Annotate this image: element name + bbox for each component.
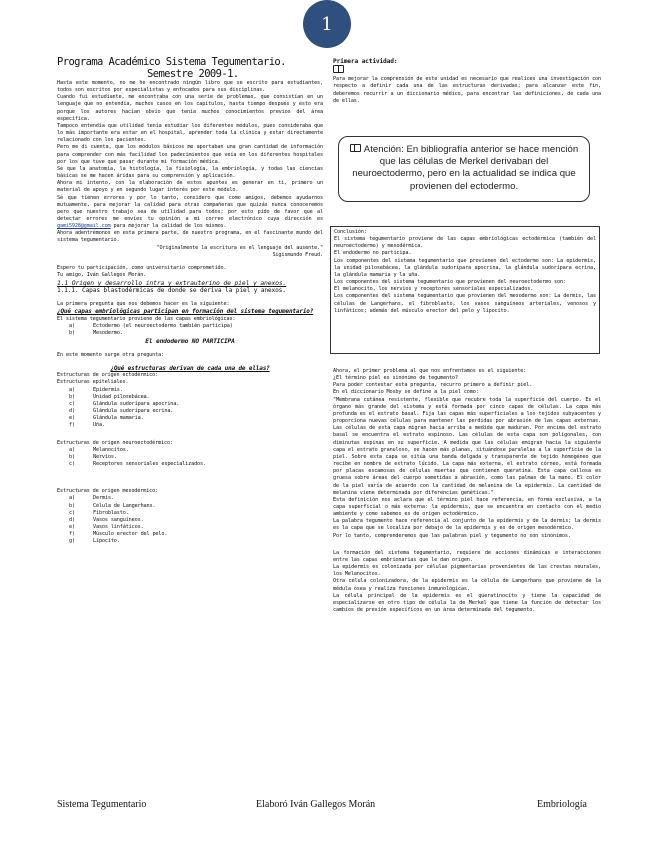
list-marker: c)	[69, 400, 75, 407]
list-text: Vasos sanguíneos.	[93, 516, 144, 523]
conclusion-line: Los componentes del sistema tegumentario que provienen del ectodermo son: La epidermis, la unidad pilosebácea, la glándula sudorípara apocrina, la glándula sudorípara ecrina, la glándula mamaria y la uña.	[334, 257, 596, 278]
list-marker: g)	[69, 538, 75, 545]
list-text: Músculo erector del pelo.	[93, 531, 168, 538]
body-line: Para poder contestar esta pregunta, recurro primero a definir piel.	[333, 382, 533, 389]
footer-center: Elaboró Iván Gallegos Morán	[256, 799, 376, 810]
conclusion-line: El melanocito, los nervios y receptores sensoriales especializados.	[334, 286, 534, 293]
intro-paragraph: Ahora adentrémonos en esta primera parte, de nuestro programa, en el fascinante mundo del sistema tegumentario.	[57, 230, 323, 244]
footer-right: Embriología	[537, 799, 587, 810]
body-paragraph: La palabra tegumento hace referencia al conjunto de la epidermis y de la dermis; la dermis es la capa que se localiza por debajo de la epidermis y es de origen mesodérmico.	[333, 518, 601, 532]
list-item	[57, 447, 323, 454]
document-title: Programa Académico Sistema Tegumentario.	[57, 56, 286, 68]
activity-section	[333, 58, 601, 105]
intro-paragraph: Tampoco entendía que utilidad tenía estudiar los diferentes módulos, pues consideraba que lo más importante era estar en el hospital, aprender toda la clínica y estar directamente relacionado con los pacientes.	[57, 122, 323, 144]
list-marker: b)	[69, 453, 75, 460]
first-question: ¿Qué capas embriológicas participan en formación del sistema tegumentario?	[57, 308, 314, 316]
ecto-subtitle: Estructuras epiteliales.	[57, 379, 129, 386]
meso-list	[57, 495, 323, 545]
quote-text: "Originalmente la escritura es el lenguaje del ausente."	[156, 244, 323, 251]
body-paragraph: Esta definición nos aclara que el término piel hace referencia, en forma exclusiva, a la capa superficial o más externa: la epidermis, que se encuentra en contacto con el medio ambiente y como sabemos es de origen ectodérmico.	[333, 496, 601, 518]
list-marker: d)	[69, 516, 75, 523]
list-item	[57, 394, 323, 401]
ecto-title: Estructuras de origen ectodérmico:	[57, 372, 159, 379]
list-marker: b)	[69, 329, 75, 336]
list-text: Receptores sensoriales especializados.	[93, 461, 206, 468]
email-link[interactable]: gami5928@gmail.com	[57, 223, 111, 230]
list-marker: c)	[69, 509, 75, 516]
book-icon	[333, 65, 344, 73]
second-intro: En este momento surge otra pregunta:	[57, 352, 165, 358]
attention-callout	[338, 136, 590, 202]
list-text: Melanocitos.	[93, 446, 129, 453]
list-text: Glándula sudorípara ecrina.	[93, 408, 174, 415]
body-line: ¿El término piel es sinónimo de tegumento?	[333, 375, 458, 382]
meso-title: Estructuras de origen mesodérmico:	[57, 488, 159, 495]
list-item	[57, 461, 323, 468]
conclusion-line: Los componentes del sistema tegumentario que provienen del mesodermo son: La dermis, las células de Langerhans, el fibroblasto, los vasos sanguíneos arteriales, venosos y linfáticos; además del músculo erector del pelo y lipocito.	[334, 293, 596, 314]
list-text: Nervios.	[93, 453, 117, 460]
list-item	[57, 510, 323, 517]
list-text: Dermis.	[93, 495, 114, 502]
intro-paragraph: Sé que la anatomía, la histología, la fisiología, la embriología, y todas las ciencias básicas se me hacen áridas para su comprensión y aplicación.	[57, 165, 323, 180]
list-marker: e)	[69, 415, 75, 422]
intro-paragraph: Ahora mi intento, con la elaboración de estos apuntes es generar en ti, primero un material de apoyo y en segundo lugar interés por este módulo.	[57, 180, 323, 194]
list-text: Mesodermo.	[93, 329, 123, 336]
list-text: Uña.	[93, 422, 105, 429]
conclusion-line: El endodermo no participa.	[334, 250, 412, 257]
activity-text: Para mejorar la comprensión de este unidad es necesario que realices una investigación con respecto a definir cada una de las estructuras derivadas; para alcanzar este fin, deberemos recurrir a un diccionario médico, para encontrar las definiciones, de cada una de ellas.	[333, 76, 601, 104]
body-paragraph: La epidermis es colonizada por células pigmentarias provenientes de las crestas neurales, los Melanocitos.	[333, 564, 601, 578]
list-marker: d)	[69, 408, 75, 415]
neuro-list	[57, 447, 323, 468]
list-item	[57, 422, 323, 429]
intro-paragraph: Hasta este momento, no me he encontrado ningún libro que se escrito para estudiantes, todos son escritos por especialistas y enfocados para sus disciplinas.	[57, 80, 323, 94]
mosby-definition: "Membrana cutánea resistente, flexible que recubre toda la superficie del cuerpo. Es el órgano más grande del sistema y está formada por cinco capas de células. La capa más profunda es el estrato basal. Fija las capas más superficiales a los tejidos subyacentes y proporciona nuevas células para mantener las perdidas por abrasión de las capas externas. Las células de esta capa migran hacia arriba a medida que maduran. Por encima del estrato basal se encuentra el estrato espinoso. Las células de esta capa son poligonales, con diminutas espinas en su superficie. A medida que las células emigran hacia la siguiente capa el estrato granuloso, se hacen más planas, situándose paralelas a la superficie de la piel. Sobre esta capa se sitúa una banda delgada y transparente de tejido homogéneo que recibe en nombre de estrato lúcido. La capa más externa, el estrato córneo, está formada por placas escamosas de células muertas que contienen queratina. Esta capa callosa es gruesa sobre áreas del cuerpo sometidas a abrasión, como las palmas de la mano. El color de la piel varía de acuerdo con la cantidad de melanina de la epidermis. La cantidad de melanina viene determinada por diferencias genéticas."	[333, 396, 601, 496]
list-item	[57, 387, 323, 394]
list-item	[57, 454, 323, 461]
conclusion-line: Los componentes del sistema tegumentario que provienen del neuroectodermo son:	[334, 279, 566, 286]
left-column	[57, 56, 323, 545]
body-paragraph: La célula principal de la epidermis es el queratinocito y tiene la capacidad de especializarse en otro tipo de célula la de Merkel que tiene la función de detectar los cambios de presión específicos en un área determinada del tegumento.	[333, 592, 601, 613]
attention-text: Atención: En bibliografía anterior se hace mención que las células de Merkel derivaban del neuroectodermo, pero en la actualidad se indica que provienen del ectodermo.	[352, 144, 579, 192]
footer-left: Sistema Tegumentario	[57, 799, 147, 810]
list-text: Ectodermo (el neuroectodermo también participa)	[93, 322, 233, 329]
conclusion-box	[330, 226, 600, 354]
list-text: Vasos linfáticos.	[93, 523, 144, 530]
ecto-list	[57, 387, 323, 430]
list-marker: a)	[69, 446, 75, 453]
neuro-title: Estructuras de origen neuroectodérmico:	[57, 439, 173, 446]
contact-text: Sé que tienen errores y por lo tanto, considero que como amigos, debemos ayudarnos mutuamente, para mejorar la calidad para otras compañeras que quizás nunca conoceremos pero que nuestro trabajo sea de utilidad para todos; por esto pido de favor que al detectar errores me envíes tu opinión a mi correo electrónico cuya dirección es	[57, 194, 323, 222]
body-line: En el diccionario Mosby se define a la piel como:	[333, 389, 479, 396]
layers-list	[57, 323, 323, 337]
quote-author: Sigismundo Freud.	[272, 251, 323, 258]
page-number-badge	[303, 0, 351, 48]
participation-line: Espero tu participación, como universitario comprometido.	[57, 264, 227, 271]
list-marker: c)	[69, 461, 75, 468]
page-number: 1	[321, 13, 333, 35]
list-text: Célula de Langerhans.	[93, 502, 156, 509]
body-paragraph: La formación del sistema tegumentario, requiere de acciones dinámicas e interacciones entre las capas embrionarias que le dan origen.	[333, 549, 601, 563]
list-item	[57, 495, 323, 502]
conclusion-line: El sistema tegumentario proviene de las capas embriológicas ectodérmica (también del neuroectodermo) y mesodérmica.	[334, 236, 596, 250]
list-item	[57, 531, 323, 538]
body-paragraph: Otra célula colonizadora, de la epidermis es la célula de Langerhans que proviene de la médula ósea y realiza funciones inmunológicas.	[333, 578, 601, 592]
conclusion-title: Conclusión:	[334, 229, 367, 235]
list-text: Epidermis.	[93, 386, 123, 393]
list-item	[57, 538, 323, 545]
list-item	[57, 330, 323, 337]
list-marker: b)	[69, 502, 75, 509]
body-paragraph: Por lo tanto, comprenderemos que las palabras piel y tegumento no son sinónimos.	[333, 532, 571, 539]
list-marker: f)	[69, 531, 75, 538]
intro-paragraph: Cuando fui estudiante, me encontraba con una serie de problemas, que consistían en un lenguaje que no entendía, muchos casos en los capítulos, hasta tiempo después y esto era porque los autores hacían obvio que tenía muchos conocimientos previos del área específica.	[57, 94, 323, 122]
list-text: Unidad pilosebácea.	[93, 393, 150, 400]
list-text: Glándula sudorípara apocrina.	[93, 400, 180, 407]
list-text: Fibroblasto.	[93, 509, 129, 516]
endoderm-note: El endodermo NO PARTICIPA	[145, 338, 235, 345]
second-question: ¿Qué estructuras derivan de cada una de ellas?	[110, 365, 270, 373]
book-icon	[350, 144, 361, 152]
list-item	[57, 517, 323, 524]
document-semester: Semestre 2009-1.	[147, 68, 239, 80]
signature-line: Tu amigo, Iván Gallegos Morán.	[57, 272, 147, 279]
contact-text-end: para mejorar la calidad de los mismos.	[113, 223, 227, 230]
first-question-intro: La primera pregunta que nos debemos hacer es la siguiente:	[57, 301, 230, 308]
right-body	[333, 368, 601, 614]
list-marker: a)	[69, 495, 75, 502]
list-text: Lipocito.	[93, 538, 120, 545]
list-marker: a)	[69, 386, 75, 393]
body-line: Ahora, el primer problema al que nos enfrentamos es el siguiente:	[333, 368, 527, 374]
intro-paragraph: Pero me di cuenta, que los módulos básicos me aportaban una gran cantidad de información para comprender con más facilidad los padecimientos que veía en los diferentes hospitales por los que tuve que pasar durante mi formación médica.	[57, 144, 323, 165]
list-item	[57, 503, 323, 510]
list-marker: a)	[69, 322, 75, 329]
list-marker: e)	[69, 523, 75, 530]
list-item	[57, 323, 323, 330]
list-text: Glándula mamaria.	[93, 415, 144, 422]
list-marker: f)	[69, 422, 75, 429]
section-heading-1-1-1: 1.1.1. Capas blastodérmicas de donde se deriva la piel y anexos.	[57, 287, 286, 295]
section-heading-1-1: 1.1 Origen y desarrollo intra y extrauterino de piel y anexos.	[57, 279, 287, 288]
activity-title: Primera actividad:	[333, 58, 398, 65]
list-item	[57, 415, 323, 422]
list-marker: b)	[69, 393, 75, 400]
intro-paragraph-contact	[57, 195, 323, 231]
layers-intro: El sistema tegumentario proviene de las capas embriológicas:	[57, 315, 236, 322]
